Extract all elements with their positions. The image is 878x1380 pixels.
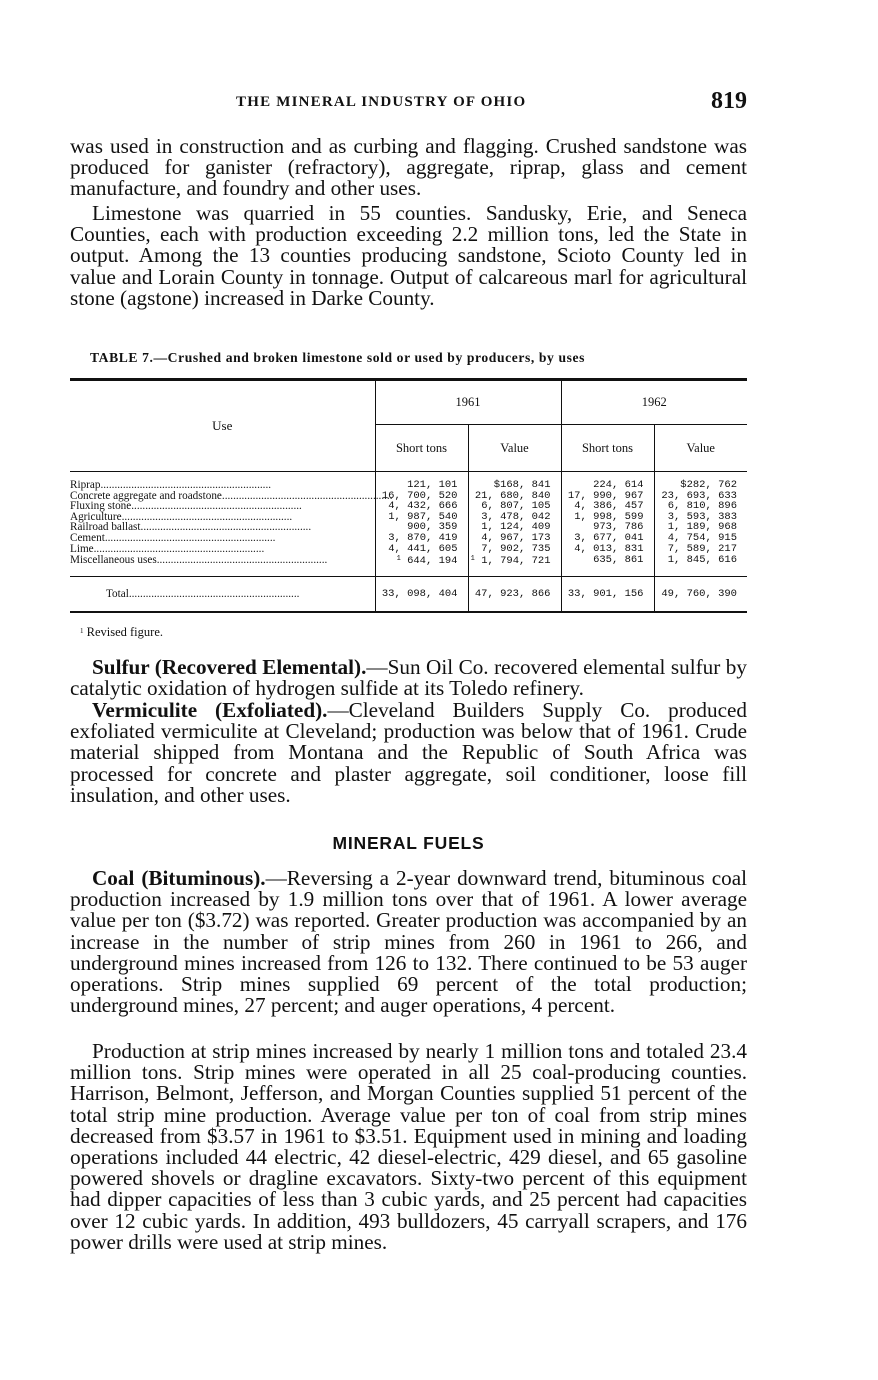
cell-tons-1961: 1, 987, 540 [375, 512, 468, 523]
cell-tons-1962: 4, 386, 457 [561, 501, 654, 512]
footnote-text: Revised figure. [86, 625, 163, 639]
row-label: Agriculture............................................................. [70, 512, 375, 523]
row-label: Cement............................................................. [70, 533, 375, 544]
vermiculite-heading: Vermiculite (Exfoliated). [92, 698, 328, 722]
page-number: 819 [711, 88, 747, 114]
sulfur-text: —Sun Oil Co. recovered elemental sulfur by catalytic oxidation of hydrogen sulfide at its Toledo refinery. [70, 655, 747, 701]
cell-tons-1962: 973, 786 [561, 522, 654, 533]
cell-tons-1962: 4, 013, 831 [561, 544, 654, 555]
running-head: THE MINERAL INDUSTRY OF OHIO [236, 94, 527, 110]
cell-tons-1961: 16, 700, 520 [375, 491, 468, 502]
cell-tons-1961: 4, 441, 605 [375, 544, 468, 555]
cell-value-1961: $^1$ 1, 794, 721 [468, 554, 561, 576]
paragraph-limestone: Limestone was quarried in 55 counties. Sandusky, Erie, and Seneca Counties, each with production exceeding 2.2 million tons, led the State in output. Among the 13 counties producing sandstone, Scioto County led in value and Lorain County in tonnage. Output of calcareous marl for agricultural stone (agstone) increased in Darke County. [70, 201, 747, 310]
total-value-1961: 47, 923, 866 [468, 576, 561, 612]
paragraph-sandstone-uses: was used in construction and as curbing and flagging. Crushed sandstone was produced for ganister (refractory), aggregate, riprap, glass and cement manufacture, and foundry and other uses. [70, 134, 747, 201]
paragraph-coal [70, 868, 747, 1016]
cell-value-1962: $282, 762 [680, 479, 737, 491]
cell-tons-1962: 3, 677, 041 [561, 533, 654, 544]
row-label: Concrete aggregate and roadstone............................................................. [70, 489, 393, 502]
cell-value-1961: 4, 967, 173 [468, 533, 561, 544]
sulfur-heading: Sulfur (Recovered Elemental). [92, 655, 367, 679]
cell-value-1961: $168, 841 [468, 472, 561, 491]
table-row [70, 544, 747, 555]
cell-tons-1961: 3, 870, 419 [375, 533, 468, 544]
table-row [70, 533, 747, 544]
subheader-short-tons-1962: Short tons [561, 425, 654, 472]
footnote-ref: 1 [396, 555, 401, 564]
cell-tons-1961: 4, 432, 666 [375, 501, 468, 512]
cell-tons-1961: 121, 101 [375, 472, 468, 491]
total-tons-1962: 33, 901, 156 [561, 576, 654, 612]
cell-value-1962: 1, 845, 616 [667, 554, 737, 567]
footnote-ref: 1 [470, 555, 475, 564]
cell-value-1962: 3, 593, 383 [667, 510, 737, 523]
subheader-value-1961: Value [468, 425, 561, 472]
cell-value-1961: 21, 680, 840 [468, 491, 561, 502]
cell-value-1961: 1, 124, 409 [468, 522, 561, 533]
table-caption: TABLE 7.—Crushed and broken limestone sold or used by producers, by uses [90, 350, 586, 365]
total-label: Total............................................................. [70, 576, 375, 612]
cell-value-1962: 7, 589, 217 [667, 542, 737, 555]
page-header [70, 88, 747, 118]
table-row [70, 472, 747, 491]
vermiculite-text: —Cleveland Builders Supply Co. produced exfoliated vermiculite at Cleveland; production was below that of 1961. Crude material shipped from Montana and the Republic of South Africa was processed for concrete and plaster aggregate, soil conditioner, loose fill insulation, and other uses. [70, 698, 747, 807]
column-header-1961: 1961 [375, 380, 561, 425]
cell-value-1961: 3, 478, 042 [468, 512, 561, 523]
column-header-1962: 1962 [561, 380, 747, 425]
subheader-value-1962: Value [654, 425, 747, 472]
cell-tons-1962: 17, 990, 967 [561, 491, 654, 502]
column-header-use: Use [70, 380, 375, 472]
cell-value-1961: 6, 807, 105 [468, 501, 561, 512]
cell-tons-1961: $^1$ 644, 194 [375, 554, 468, 576]
row-label: Miscellaneous uses............................................................. [70, 554, 375, 576]
table-total-row [70, 576, 747, 612]
coal-text: —Reversing a 2-year downward trend, bituminous coal production increased by 1.9 million tons over that of 1961. A lower average value per ton ($3.72) was reported. Greater production was accompanied by an increase in the number of strip mines from 260 in 1961 to 266, and underground mines increased from 126 to 132. There continued to be 53 auger operations. Strip mines supplied 69 percent of the total production; underground mines, 27 percent; and auger operations, 4 percent. [70, 866, 747, 1018]
cell-value-1961: 7, 902, 735 [468, 544, 561, 555]
row-label: Lime............................................................. [70, 544, 375, 555]
cell-value-1962: 4, 754, 915 [667, 531, 737, 544]
cell-tons-1962: 635, 861 [561, 554, 654, 576]
row-label: Fluxing stone............................................................. [70, 501, 375, 512]
cell-value-1962: 6, 810, 896 [667, 500, 737, 513]
table-footnote [80, 625, 163, 640]
cell-tons-1962: 1, 998, 599 [561, 512, 654, 523]
paragraph-sulfur [70, 657, 747, 699]
coal-heading: Coal (Bituminous). [92, 866, 266, 890]
row-label: Riprap............................................................. [70, 472, 375, 491]
footnote-mark: 1 [80, 627, 84, 635]
limestone-table [70, 378, 747, 613]
subheader-short-tons-1961: Short tons [375, 425, 468, 472]
cell-tons-1962: 224, 614 [561, 472, 654, 491]
paragraph-vermiculite [70, 700, 747, 806]
paragraph-strip-mines: Production at strip mines increased by nearly 1 million tons and totaled 23.4 million tons. Strip mines were operated in all 25 coal-producing counties. Harrison, Belmont, Jefferson, and Morgan Counties supplied 51 percent of the total strip mine production. Average value per ton of coal from strip mines decreased from $3.57 in 1961 to $3.51. Equipment used in mining and loading operations included 44 electric, 42 diesel-electric, 429 diesel, and 65 gasoline powered shovels or dragline excavators. Sixty-two percent of this equipment had dipper capacities of less than 3 cubic yards, and 25 percent had capacities over 12 cubic yards. In addition, 493 bulldozers, 45 carryall scrapers, and 176 power drills were used at strip mines. [70, 1039, 747, 1254]
section-title: MINERAL FUELS [332, 833, 485, 853]
total-value-1962: 49, 760, 390 [654, 576, 747, 612]
table-row [70, 554, 747, 576]
cell-tons-1961: 900, 359 [375, 522, 468, 533]
total-tons-1961: 33, 098, 404 [375, 576, 468, 612]
cell-value-1962: 23, 693, 633 [661, 489, 737, 502]
row-label: Railroad ballast............................................................. [70, 522, 375, 533]
cell-value-1962: 1, 189, 968 [667, 521, 737, 534]
